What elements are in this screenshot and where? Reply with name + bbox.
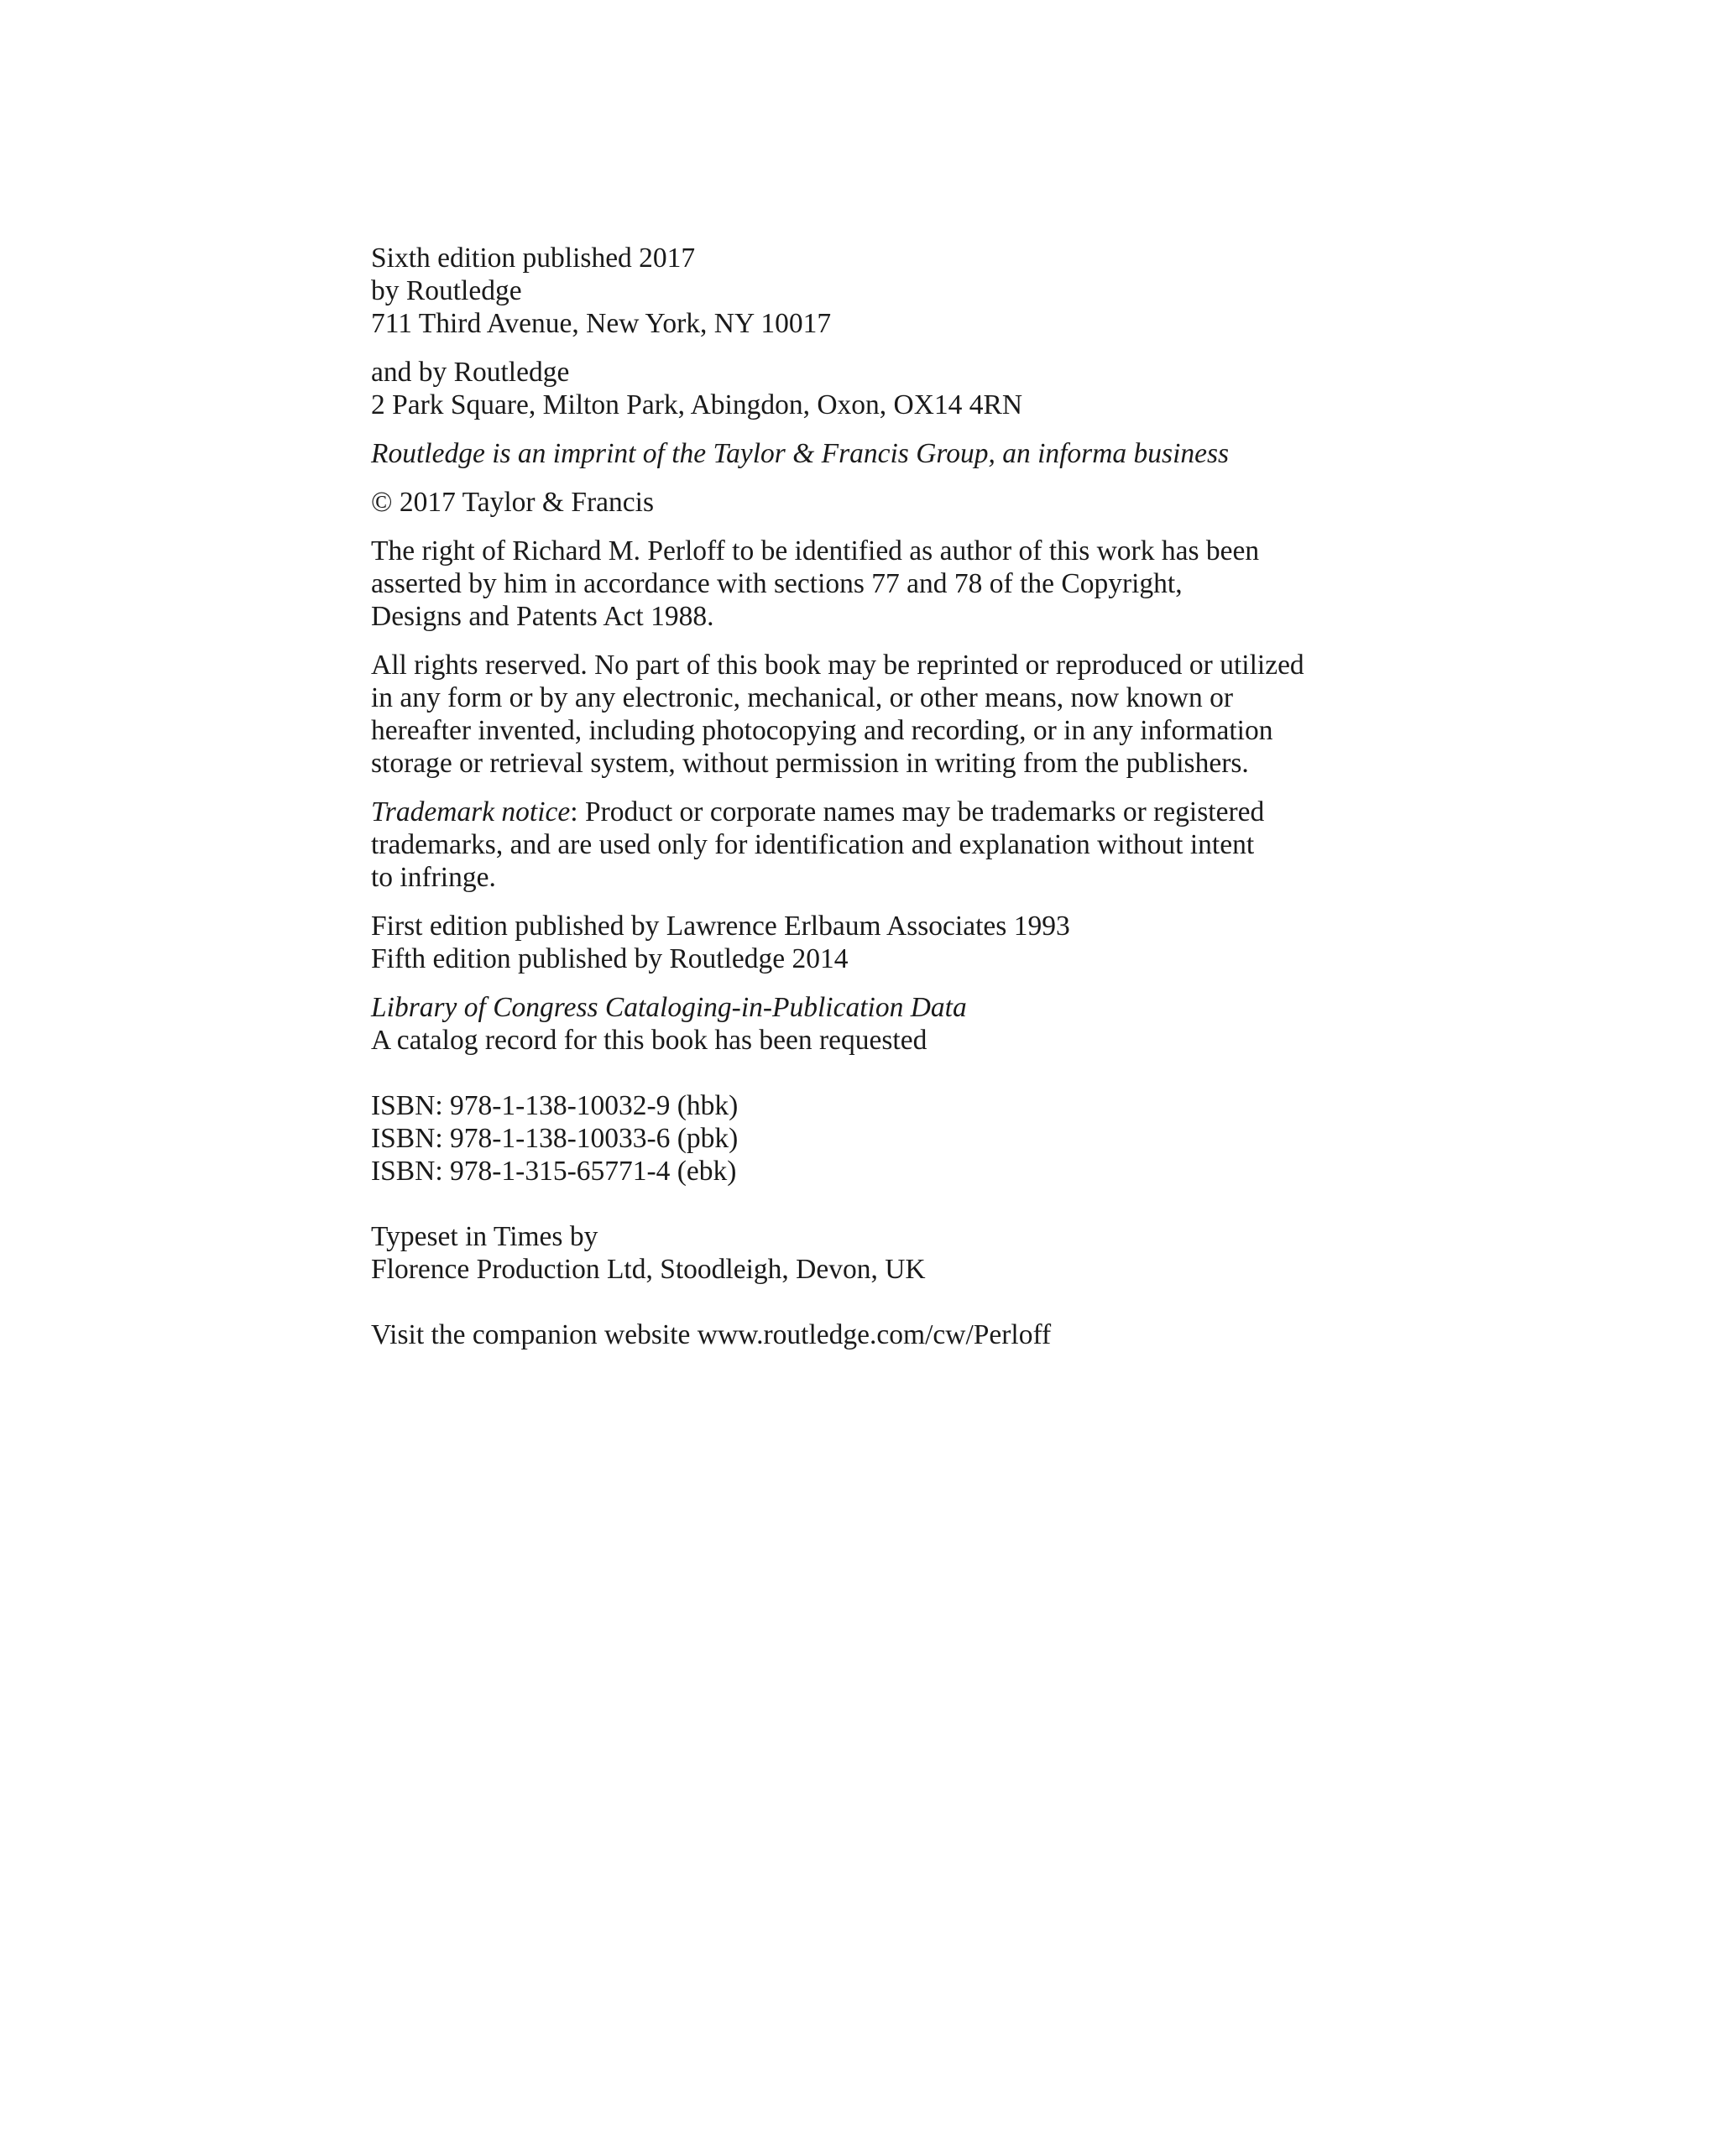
isbn-pbk: ISBN: 978-1-138-10033-6 (pbk): [371, 1123, 739, 1154]
isbn-block: [371, 1089, 1361, 1188]
trademark-line: [371, 796, 1361, 828]
publisher-line: by Routledge: [371, 275, 522, 306]
trademark-block: [371, 796, 1361, 894]
imprint-note-block: [371, 437, 1361, 470]
second-publisher-line: and by Routledge: [371, 357, 570, 388]
website-block: [371, 1318, 1361, 1351]
copyright-block: [371, 486, 1361, 519]
typesetter-line: Florence Production Ltd, Stoodleigh, Devon, UK: [371, 1254, 926, 1285]
trademark-line: trademarks, and are used only for identification and explanation without intent: [371, 829, 1255, 860]
publication-info: [371, 242, 1361, 340]
publisher-address-us: 711 Third Avenue, New York, NY 10017: [371, 308, 832, 339]
typesetting-line: Typeset in Times by: [371, 1221, 598, 1252]
isbn-ebk: ISBN: 978-1-315-65771-4 (ebk): [371, 1156, 737, 1187]
moral-rights-line: Designs and Patents Act 1988.: [371, 601, 714, 632]
trademark-line: to infringe.: [371, 862, 496, 893]
second-publisher-info: [371, 356, 1361, 421]
cataloging-block: [371, 991, 1361, 1057]
moral-rights-line: asserted by him in accordance with sections 77 and 78 of the Copyright,: [371, 568, 1183, 599]
typesetting-block: [371, 1220, 1361, 1286]
imprint-note: Routledge is an imprint of the Taylor & Francis Group, an informa business: [371, 438, 1230, 469]
companion-website-line: Visit the companion website www.routledge.com/cw/Perloff: [371, 1319, 1052, 1350]
copyright-line: © 2017 Taylor & Francis: [371, 487, 654, 518]
edition-history-block: [371, 910, 1361, 975]
copyright-page: [371, 242, 1361, 1367]
rights-reserved-block: [371, 649, 1361, 780]
rights-reserved-line: hereafter invented, including photocopying and recording, or in any information: [371, 715, 1273, 746]
rights-reserved-line: storage or retrieval system, without permission in writing from the publishers.: [371, 748, 1249, 779]
trademark-text: : Product or corporate names may be trademarks or registered: [570, 796, 1265, 827]
rights-reserved-line: in any form or by any electronic, mechanical, or other means, now known or: [371, 682, 1234, 713]
edition-line: Sixth edition published 2017: [371, 243, 696, 274]
trademark-label: Trademark notice: [371, 796, 571, 827]
moral-rights-line: The right of Richard M. Perloff to be identified as author of this work has been: [371, 535, 1260, 566]
rights-reserved-line: All rights reserved. No part of this book may be reprinted or reproduced or utilized: [371, 650, 1304, 681]
isbn-hbk: ISBN: 978-1-138-10032-9 (hbk): [371, 1090, 739, 1121]
cataloging-heading: Library of Congress Cataloging-in-Publication Data: [371, 992, 967, 1023]
fifth-edition-line: Fifth edition published by Routledge 2014: [371, 943, 849, 974]
cataloging-note: A catalog record for this book has been requested: [371, 1025, 927, 1056]
first-edition-line: First edition published by Lawrence Erlbaum Associates 1993: [371, 911, 1070, 942]
moral-rights-block: [371, 535, 1361, 633]
publisher-address-uk: 2 Park Square, Milton Park, Abingdon, Oxon, OX14 4RN: [371, 389, 1023, 420]
